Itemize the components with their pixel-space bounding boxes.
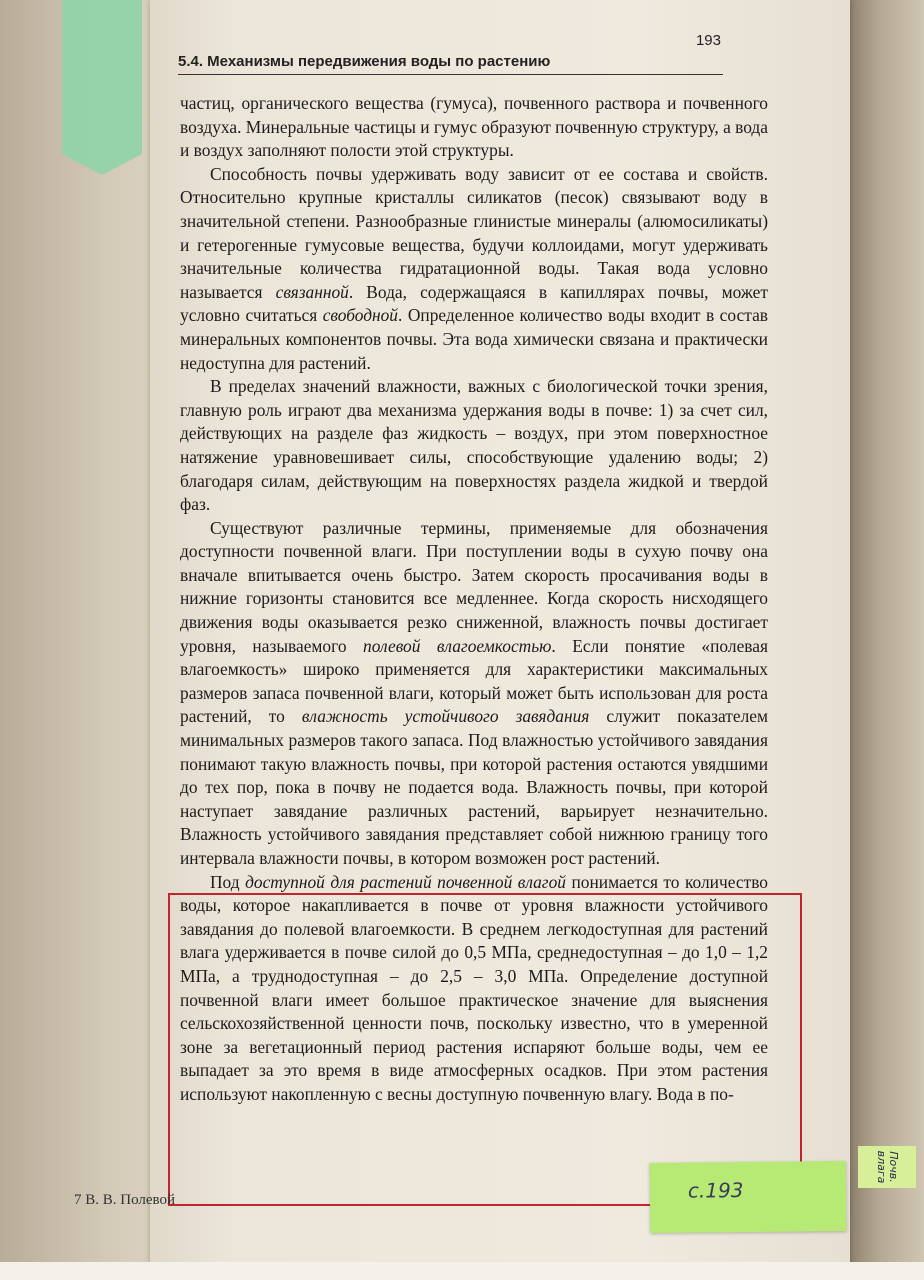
text-run: понимается то количество воды, которое накапливается в почве от уровня влажности устойчивого завядания до полевой влагоемкости. В среднем легкодоступная для растений влага удерживается в почве силой до 0,5 МПа, среднедоступная – до 1,0 – 1,2 МПа, а труднодоступная – до 2,5 – 3,0 МПа. Определение доступной почвенной влаги имеет большое практическое значение для выяснения сельскохозяйственной ценности почв, поскольку известно, что в умеренной зоне за вегетационный период растения испаряют больше воды, чем ее выпадает за это время в виде атмосферных осадков. При этом растения используют накопленную с весны доступную почвенную влагу. Вода в по-: [180, 871, 768, 1104]
text-run: Под: [210, 871, 246, 892]
text-run: В пределах значений влажности, важных с биологической точки зрения, главную роль играют два механизма удержания воды в почве: 1) за счет сил, действующих на разделе фаз жидкость – воздух, при этом поверхностное натяжение уравновешивает силы, способствующие удалению воды; 2) благодаря силам, действующим на поверхностях раздела жидкой и твердой фаз.: [180, 376, 768, 515]
italic-term: влажность устойчивого завядания: [301, 706, 590, 727]
paragraph-p1: [180, 163, 768, 375]
italic-term: связанной: [275, 281, 349, 302]
italic-term: доступной для растений почвенной влагой: [245, 871, 566, 892]
text-run: Способность почвы удерживать воду зависит от ее состава и свойств. Относительно крупные кристаллы силикатов (песок) связывают воду в значительной степени. Разнообразные глинистые минералы (алюмосиликаты) и гетерогенные гумусовые вещества, будучи коллоидами, могут удерживать значительные количества гидратационной воды. Такая вода условно называется: [180, 163, 768, 302]
book-spine-edge: [850, 0, 924, 1280]
footer-signature: 7 В. В. Полевой: [74, 1192, 176, 1208]
scan-bottom-margin: [0, 1262, 924, 1280]
sticky-note-text: с.193: [687, 1178, 744, 1203]
running-header: [178, 32, 723, 75]
bookmark-ribbon: [62, 0, 142, 175]
highlight-box: [168, 893, 802, 1206]
text-run: . Определенное количество воды входит в состав минеральных компонентов почвы. Эта вода химически связана и практически недоступна для растений.: [180, 305, 768, 373]
paragraph-p0: [180, 92, 768, 163]
facing-page-edge: [0, 0, 175, 1280]
text-run: служит показателем минимальных размеров такого запаса. Под влажностью устойчивого завядания понимают такую влажность почвы, при которой растения остаются увядшими до тех пор, пока в почву не подается вода. Влажность почвы, при которой наступает завядание различных растений, варьирует незначительно. Влажность устойчивого завядания представляет собой нижнюю границу того интервала влажности почвы, в котором возможен рост растений.: [180, 706, 768, 868]
section-title: 5.4. Механизмы передвижения воды по растению: [178, 53, 551, 70]
text-run: Существуют различные термины, применяемые для обозначения доступности почвенной влаги. При поступлении воды в сухую почву она вначале впитывается очень быстро. Затем скорость просачивания воды в нижние горизонты становится все медленнее. Когда скорость нисходящего движения воды оказывается резко сниженной, влажность почвы достигает уровня, называемого: [180, 517, 768, 656]
text-run: частиц, органического вещества (гумуса), почвенного раствора и почвенного воздуха. Минеральные частицы и гумус образуют почвенную структуру, а вода и воздух заполняют полости этой структуры.: [180, 93, 768, 161]
page-number: 193: [695, 32, 721, 49]
text-run: . Вода, содержащаяся в капиллярах почвы, может условно считаться: [180, 281, 768, 326]
sticky-note: [650, 1161, 847, 1233]
paragraph-p2: [180, 375, 768, 517]
text-run: . Если понятие «полевая влагоемкость» широко применяется для характеристики максимальных размеров запаса почвенной влаги, который может быть использован для роста растений, то: [180, 635, 768, 727]
italic-term: полевой влагоемкостью: [363, 635, 552, 656]
paragraph-p3: [180, 517, 768, 871]
italic-term: свободной: [322, 305, 399, 326]
side-note: Почв. влага: [858, 1146, 916, 1188]
